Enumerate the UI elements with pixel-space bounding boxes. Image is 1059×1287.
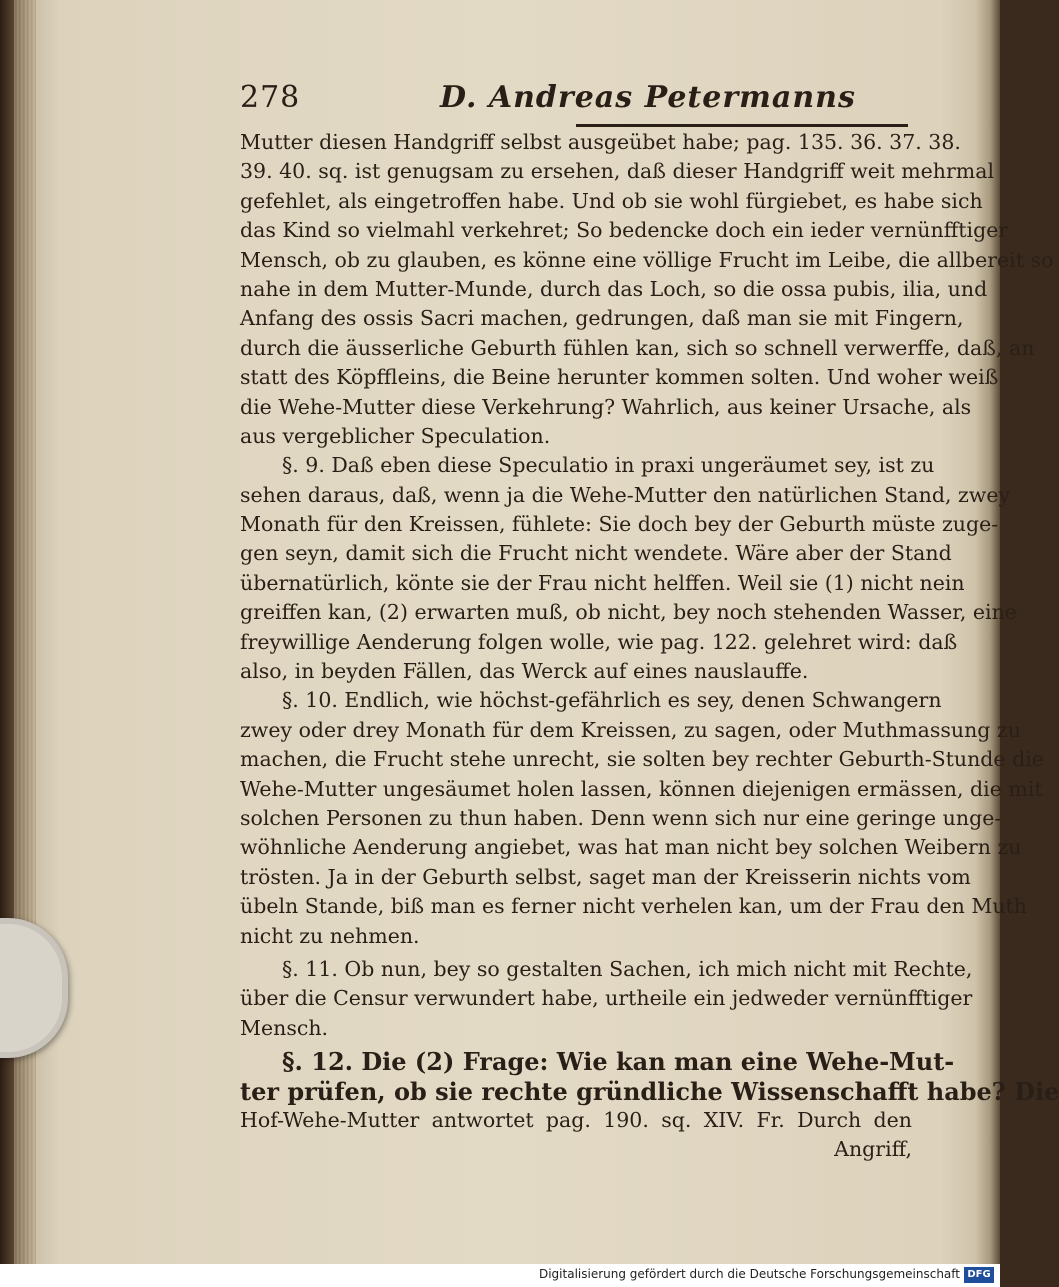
- text-line: nahe in dem Mutter-Munde, durch das Loch, so die ossa pubis, ilia, und: [240, 276, 988, 301]
- dfg-logo: DFG: [964, 1267, 994, 1283]
- paragraph-start: §. 10. Endlich, wie höchst-gefährlich es sey, denen Schwangern: [282, 688, 942, 713]
- text-line: sehen daraus, daß, wenn ja die Wehe-Mutter den natürlichen Stand, zwey: [240, 482, 1011, 507]
- text-line: Monath für den Kreissen, fühlete: Sie doch bey der Geburth müste zuge-: [240, 512, 999, 537]
- text-line: 39. 40. sq. ist genugsam zu ersehen, daß dieser Handgriff weit mehrmal: [240, 159, 994, 184]
- page-header: [240, 80, 920, 124]
- body-text: [240, 128, 1059, 1165]
- text-line: gefehlet, als eingetroffen habe. Und ob sie wohl fürgiebet, es habe sich: [240, 188, 983, 213]
- text-line: übernatürlich, könte sie der Frau nicht helffen. Weil sie (1) nicht nein: [240, 570, 965, 595]
- text-line: nicht zu nehmen.: [240, 923, 420, 948]
- text-line: Mensch.: [240, 1015, 329, 1040]
- text-line: trösten. Ja in der Geburth selbst, saget man der Kreisserin nichts vom: [240, 864, 971, 889]
- paragraph-start: §. 9. Daß eben diese Speculatio in praxi ungeräumet sey, ist zu: [282, 453, 935, 478]
- catchword: Angriff,: [834, 1137, 912, 1162]
- text-line: greiffen kan, (2) erwarten muß, ob nicht, bey noch stehenden Wasser, eine: [240, 600, 1017, 625]
- text-line: Wehe-Mutter ungesäumet holen lassen, können diejenigen ermässen, die mit: [240, 776, 1043, 801]
- text-line: solchen Personen zu thun haben. Denn wenn sich nur eine geringe unge-: [240, 805, 1002, 830]
- footer-bar: [0, 1264, 1000, 1287]
- text-line: das Kind so vielmahl verkehret; So bedencke doch ein ieder vernünfftiger: [240, 218, 1009, 243]
- text-line: aus vergeblicher Speculation.: [240, 423, 551, 448]
- text-line: machen, die Frucht stehe unrecht, sie solten bey rechter Geburth-Stunde die: [240, 747, 1044, 772]
- text-line: durch die äusserliche Geburth fühlen kan, sich so schnell verwerffe, daß, an: [240, 335, 1035, 360]
- text-line: Anfang des ossis Sacri machen, gedrungen, daß man sie mit Fingern,: [240, 306, 964, 331]
- text-line: statt des Köpffleins, die Beine herunter kommen solten. Und woher weiß: [240, 365, 999, 390]
- header-rule: [576, 124, 908, 127]
- text-line: freywillige Aenderung folgen wolle, wie pag. 122. gelehret wird: daß: [240, 629, 958, 654]
- text-line: Hof-Wehe-Mutter antwortet pag. 190. sq. XIV. Fr. Durch den: [240, 1107, 912, 1132]
- text-line: gen seyn, damit sich die Frucht nicht wendete. Wäre aber der Stand: [240, 541, 952, 566]
- text-line: über die Censur verwundert habe, urtheile ein jedweder vernünfftiger: [240, 986, 973, 1011]
- page-number: 278: [240, 80, 301, 115]
- text-line: zwey oder drey Monath für dem Kreissen, zu sagen, oder Muthmassung zu: [240, 717, 1021, 742]
- text-line: Mutter diesen Handgriff selbst ausgeübet habe; pag. 135. 36. 37. 38.: [240, 130, 961, 154]
- text-line: übeln Stande, biß man es ferner nicht verhelen kan, um der Frau den Muth: [240, 894, 1027, 919]
- paragraph-start: §. 12. Die (2) Frage: Wie kan man eine Wehe-Mut-: [282, 1047, 955, 1077]
- running-head: D. Andreas Petermanns: [440, 80, 856, 115]
- text-line: Mensch, ob zu glauben, es könne eine völlige Frucht im Leibe, die allbereit so: [240, 247, 1054, 272]
- page-edges: [14, 0, 36, 1264]
- funding-credit: Digitalisierung gefördert durch die Deutsche Forschungsgemeinschaft: [538, 1267, 960, 1281]
- text-line: wöhnliche Aenderung angiebet, was hat man nicht bey solchen Weibern zu: [240, 835, 1022, 860]
- text-line: ter prüfen, ob sie rechte gründliche Wissenschafft habe? Die: [240, 1076, 1059, 1106]
- text-line: also, in beyden Fällen, das Werck auf eines nauslauffe.: [240, 659, 809, 684]
- paragraph-start: §. 11. Ob nun, bey so gestalten Sachen, ich mich nicht mit Rechte,: [282, 956, 973, 981]
- text-line: die Wehe-Mutter diese Verkehrung? Wahrlich, aus keiner Ursache, als: [240, 394, 972, 419]
